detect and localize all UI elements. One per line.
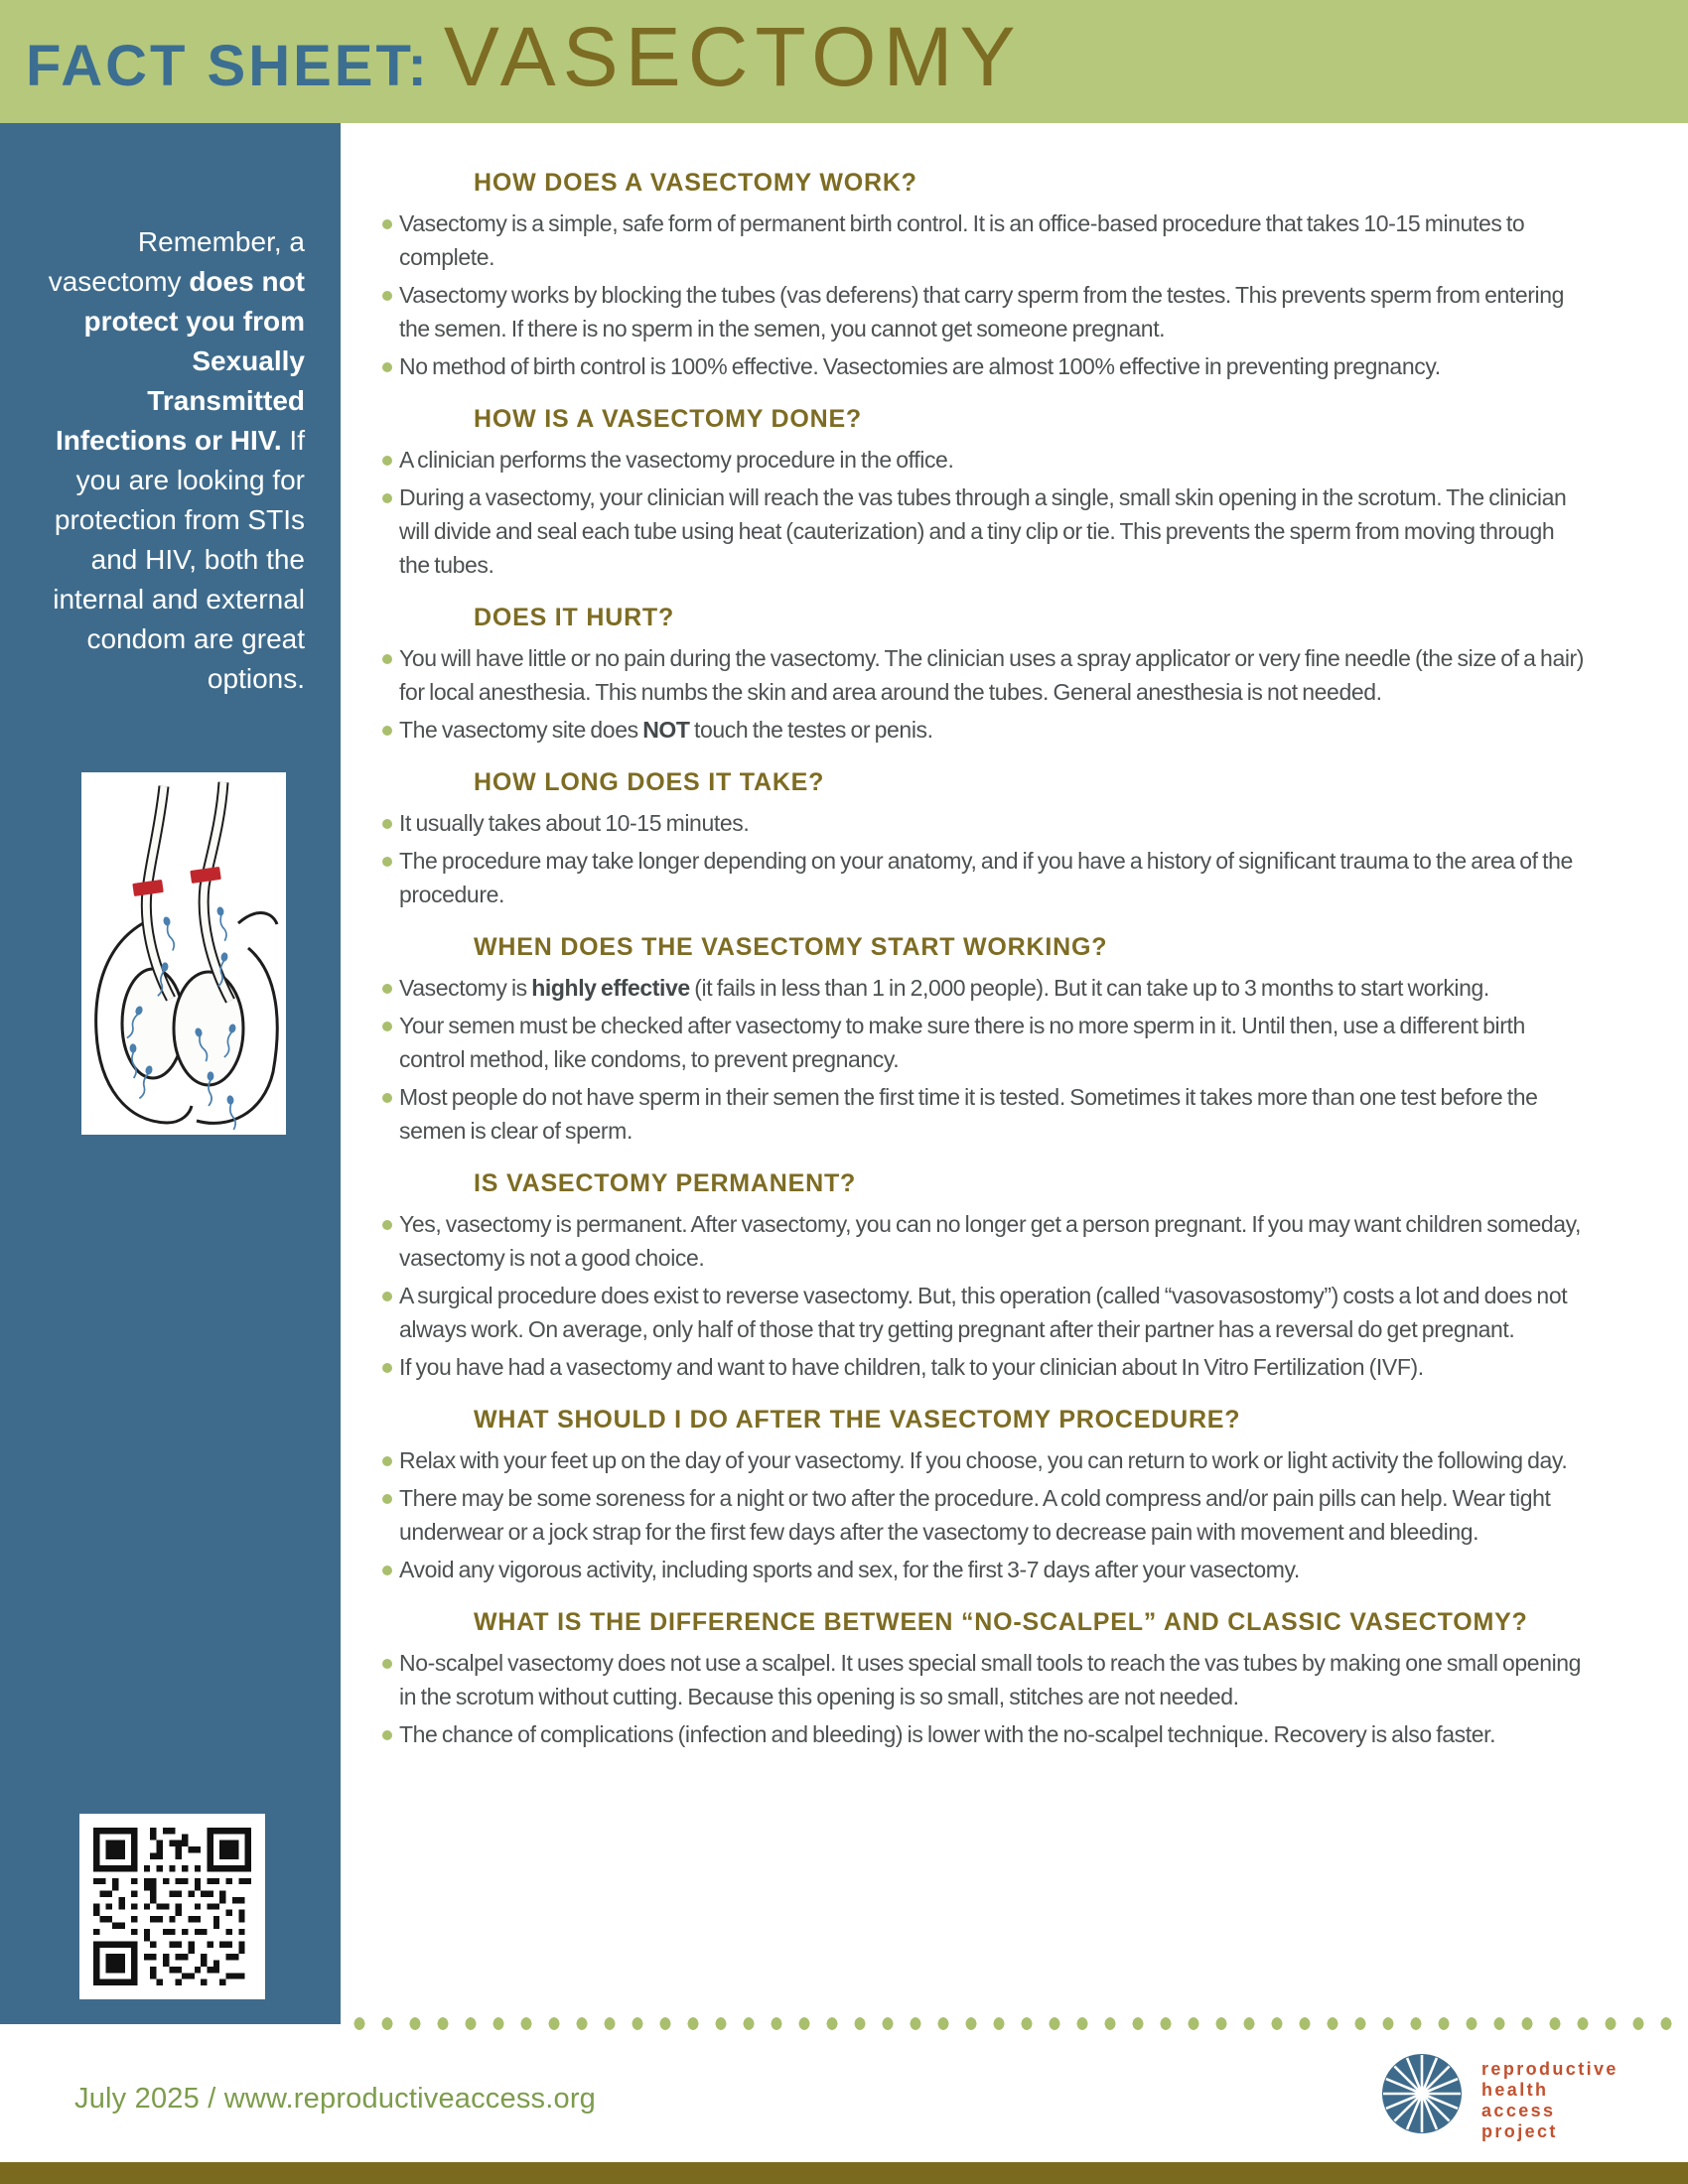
rhap-logo	[1380, 2051, 1618, 2142]
section-heading: HOW IS A VASECTOMY DONE?	[474, 405, 862, 433]
content	[341, 123, 1688, 1755]
bullet-list	[382, 971, 1589, 1148]
header-band	[0, 0, 1688, 123]
section-when-it-starts-working	[382, 933, 1589, 1148]
vasectomy-illustration	[81, 772, 286, 1135]
page-title	[26, 9, 1022, 105]
fact-sheet-title: VASECTOMY	[443, 10, 1023, 103]
bullet-item: No method of birth control is 100% effective. Vasectomies are almost 100% effective in preventing pregnancy.	[382, 349, 1589, 383]
bullet-list	[382, 806, 1589, 911]
section-no-scalpel-vs-classic	[382, 1608, 1589, 1751]
section-aftercare	[382, 1406, 1589, 1586]
bullet-list	[382, 1443, 1589, 1586]
qr-code-icon	[93, 1828, 251, 1985]
logo-line: project	[1481, 2121, 1558, 2141]
qr-code	[79, 1814, 265, 1999]
section-heading: IS VASECTOMY PERMANENT?	[474, 1169, 857, 1197]
bullet-list	[382, 1646, 1589, 1751]
bullet-item: A clinician performs the vasectomy procedure in the office.	[382, 443, 1589, 477]
bullet-item: There may be some soreness for a night or two after the procedure. A cold compress and/or pain pills can help. Wear tight underwear or a jock strap for the first few days after the vasectomy to decrease pain with movement and bleeding.	[382, 1481, 1589, 1549]
bullet-item: Yes, vasectomy is permanent. After vasectomy, you can no longer get a person pregnant. If you may want children someday, vasectomy is not a good choice.	[382, 1207, 1589, 1275]
testes-diagram-icon	[81, 772, 286, 1135]
logo-wordmark	[1481, 2059, 1618, 2142]
logo-starburst-icon	[1380, 2051, 1464, 2136]
bullet-item: Vasectomy is highly effective (it fails in less than 1 in 2,000 people). But it can take up to 3 months to start working.	[382, 971, 1589, 1005]
bullet-item: If you have had a vasectomy and want to have children, talk to your clinician about In Vitro Fertilization (IVF).	[382, 1350, 1589, 1384]
bullet-item: The vasectomy site does NOT touch the testes or penis.	[382, 713, 1589, 747]
logo-line: health	[1481, 2080, 1549, 2100]
bullet-item: A surgical procedure does exist to reverse vasectomy. But, this operation (called “vasovasostomy”) costs a lot and does not always work. On average, only half of those that try getting pregnant after their partner has a reversal do get pregnant.	[382, 1279, 1589, 1346]
bullet-list	[382, 1207, 1589, 1384]
bullet-item: Vasectomy is a simple, safe form of permanent birth control. It is an office-based procedure that takes 10-15 minutes to complete.	[382, 206, 1589, 274]
section-heading: HOW LONG DOES IT TAKE?	[474, 768, 825, 796]
section-does-it-hurt	[382, 604, 1589, 747]
bullet-item: Vasectomy works by blocking the tubes (vas deferens) that carry sperm from the testes. This prevents sperm from entering the semen. If there is no sperm in the semen, you cannot get someone pregnant.	[382, 278, 1589, 345]
bullet-item: Avoid any vigorous activity, including sports and sex, for the first 3-7 days after your vasectomy.	[382, 1553, 1589, 1586]
note-text: Remember, a vasectomy	[48, 226, 305, 297]
bullet-item: It usually takes about 10-15 minutes.	[382, 806, 1589, 840]
section-heading: HOW DOES A VASECTOMY WORK?	[474, 169, 917, 197]
section-how-is-it-done	[382, 405, 1589, 582]
bottom-band	[0, 2162, 1688, 2184]
bullet-item: Most people do not have sperm in their semen the first time it is tested. Sometimes it takes more than one test before the semen is clear of sperm.	[382, 1080, 1589, 1148]
bullet-list	[382, 443, 1589, 582]
fact-sheet-label: FACT SHEET:	[26, 34, 430, 98]
footer-dateline: July 2025 / www.reproductiveaccess.org	[74, 2083, 597, 2115]
section-how-long	[382, 768, 1589, 911]
bullet-item: Your semen must be checked after vasectomy to make sure there is no more sperm in it. Until then, use a different birth control method, like condoms, to prevent pregnancy.	[382, 1009, 1589, 1076]
note-text: If you are looking for protection from STIs and HIV, both the internal and external condom are great options.	[53, 425, 305, 694]
bullet-list	[382, 641, 1589, 747]
bullet-item: The procedure may take longer depending on your anatomy, and if you have a history of significant trauma to the area of the procedure.	[382, 844, 1589, 911]
bullet-item: You will have little or no pain during the vasectomy. The clinician uses a spray applicator or very fine needle (the size of a hair) for local anesthesia. This numbs the skin and area around the tubes. General anesthesia is not needed.	[382, 641, 1589, 709]
dotted-divider	[350, 2016, 1688, 2031]
section-how-does-it-work	[382, 169, 1589, 383]
sti-warning-note	[0, 123, 341, 699]
bullet-item: The chance of complications (infection and bleeding) is lower with the no-scalpel technique. Recovery is also faster.	[382, 1717, 1589, 1751]
bullet-list	[382, 206, 1589, 383]
section-heading: DOES IT HURT?	[474, 604, 675, 631]
bullet-item: No-scalpel vasectomy does not use a scalpel. It uses special small tools to reach the vas tubes by making one small opening in the scrotum without cutting. Because this opening is so small, stitches are not needed.	[382, 1646, 1589, 1713]
logo-line: access	[1481, 2101, 1556, 2120]
section-heading: WHAT SHOULD I DO AFTER THE VASECTOMY PROCEDURE?	[474, 1406, 1241, 1433]
section-heading: WHAT IS THE DIFFERENCE BETWEEN “NO-SCALPEL” AND CLASSIC VASECTOMY?	[474, 1608, 1528, 1636]
logo-line: reproductive	[1481, 2059, 1618, 2079]
bullet-item: Relax with your feet up on the day of your vasectomy. If you choose, you can return to work or light activity the following day.	[382, 1443, 1589, 1477]
section-heading: WHEN DOES THE VASECTOMY START WORKING?	[474, 933, 1108, 961]
section-is-it-permanent	[382, 1169, 1589, 1384]
sidebar	[0, 123, 341, 2024]
note-bold-text: does not protect you from Sexually Transmitted Infections or HIV.	[55, 266, 305, 456]
bullet-item: During a vasectomy, your clinician will reach the vas tubes through a single, small skin opening in the scrotum. The clinician will divide and seal each tube using heat (cauterization) and a tiny clip or tie. This prevents the sperm from moving through the tubes.	[382, 480, 1589, 582]
